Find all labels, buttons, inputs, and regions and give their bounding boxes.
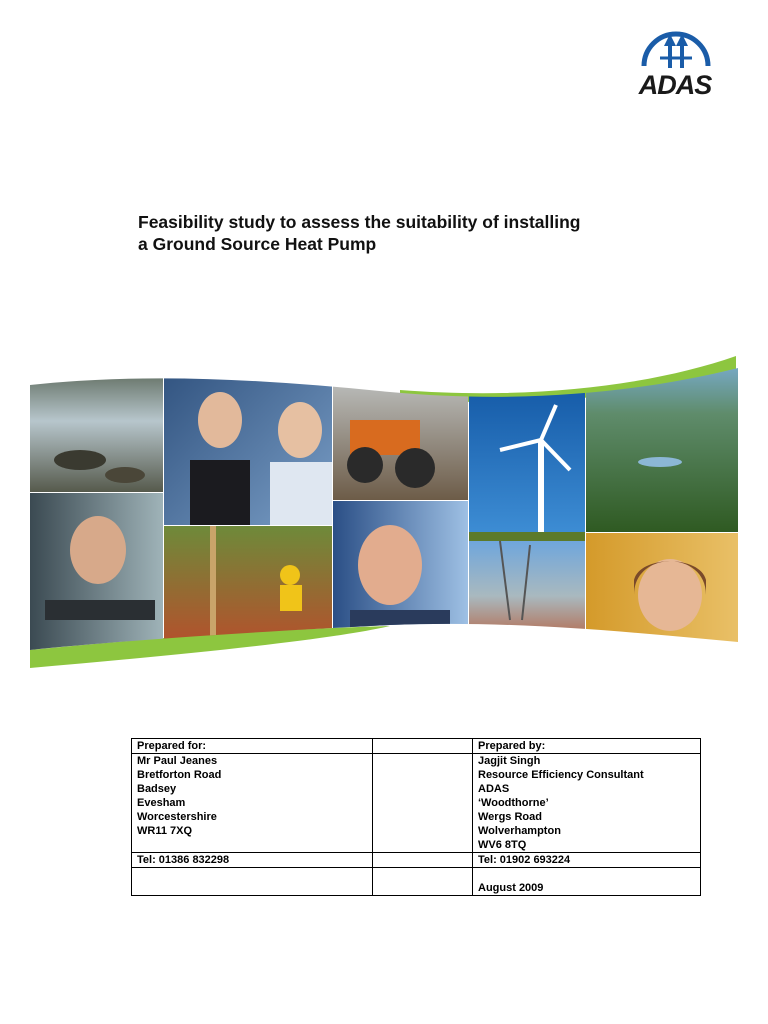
logo-text: ADAS (638, 70, 712, 100)
report-date-text: August 2009 (478, 882, 544, 894)
title-line-1: Feasibility study to assess the suitability of installing (138, 212, 581, 232)
prepared-by-label: Prepared by: (473, 739, 701, 754)
consultant-tel: Tel: 01902 693224 (473, 853, 701, 868)
consultant-address-line: Wolverhampton (478, 825, 561, 837)
table-tel-row (132, 853, 701, 868)
consultant-name: Jagjit Singh (478, 755, 541, 767)
contact-table (131, 738, 701, 896)
client-postcode: WR11 7XQ (137, 825, 193, 837)
adas-logo-icon (638, 20, 714, 72)
river-rocks-photo (30, 350, 163, 492)
adas-logo (630, 20, 720, 102)
pipeline-workers-photo (164, 526, 332, 646)
table-spacer-cell (373, 739, 473, 754)
client-name: Mr Paul Jeanes (137, 755, 218, 767)
consultant-address-line: Wergs Road (478, 811, 542, 823)
table-spacer-cell (373, 853, 473, 868)
consultant-address (473, 754, 701, 853)
table-date-row (132, 868, 701, 896)
consultant-company: ADAS (478, 783, 510, 795)
table-address-row (132, 754, 701, 853)
consultant-postcode: WV6 8TQ (478, 839, 527, 851)
prepared-for-label: Prepared for: (132, 739, 373, 754)
consultant-address-line: ‘Woodthorne’ (478, 797, 549, 809)
client-address-line: Worcestershire (137, 811, 217, 823)
title-line-2: a Ground Source Heat Pump (138, 234, 377, 254)
report-date (473, 868, 701, 896)
client-address (132, 754, 373, 853)
client-tel: Tel: 01386 832298 (132, 853, 373, 868)
consultant-role: Resource Efficiency Consultant (478, 769, 644, 781)
table-empty-cell (132, 868, 373, 896)
client-address-line: Badsey (137, 783, 177, 795)
client-address-line: Bretforton Road (137, 769, 222, 781)
power-line-construction-photo (469, 541, 585, 651)
table-spacer-cell (373, 754, 473, 853)
table-spacer-cell (373, 868, 473, 896)
photo-collage (30, 350, 738, 670)
table-header-row (132, 739, 701, 754)
document-title (138, 211, 658, 255)
client-address-line: Evesham (137, 797, 186, 809)
